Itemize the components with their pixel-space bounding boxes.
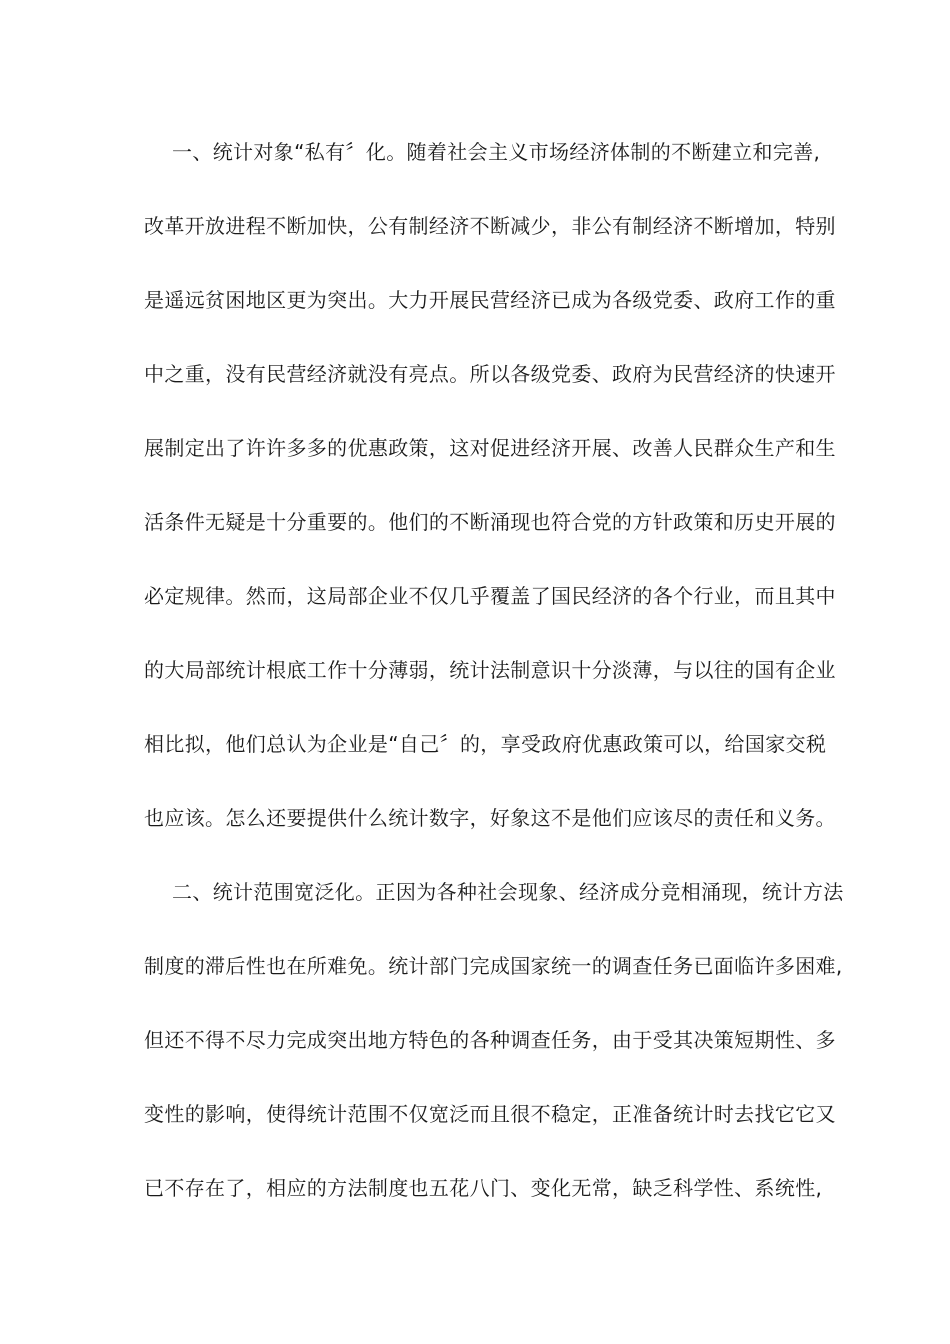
text-line: 变性的影响，使得统计范围不仅宽泛而且很不稳定，正准备统计时去找它它又: [144, 1102, 836, 1126]
paragraph-scope-broadening: [144, 870, 844, 1240]
text-line: 中之重，没有民营经济就没有亮点。所以各级党委、政府为民营经济的快速开: [144, 362, 836, 386]
text-line: 展制定出了许许多多的优惠政策，这对促进经济开展、改善人民群众生产和生: [144, 436, 836, 460]
document-body: [144, 130, 844, 1240]
text-line: 改革开放进程不断加快，公有制经济不断减少，非公有制经济不断增加，特别: [144, 214, 836, 238]
text-line: 制度的滞后性也在所难免。统计部门完成国家统一的调查任务已面临许多困难,: [144, 954, 843, 978]
text-line: 的大局部统计根底工作十分薄弱，统计法制意识十分淡薄，与以往的国有企业: [144, 658, 836, 682]
text-line: 相比拟，他们总认为企业是“自己〞的，享受政府优惠政策可以，给国家交税: [144, 732, 827, 756]
text-line: 但还不得不尽力完成突出地方特色的各种调查任务，由于受其决策短期性、多: [144, 1028, 836, 1052]
text-line: 是遥远贫困地区更为突出。大力开展民营经济已成为各级党委、政府工作的重: [144, 288, 836, 312]
text-line: 二、统计范围宽泛化。正因为各种社会现象、经济成分竞相涌现，统计方法: [172, 880, 844, 904]
text-line: 必定规律。然而，这局部企业不仅几乎覆盖了国民经济的各个行业，而且其中: [144, 584, 836, 608]
paragraph-private-ownership: [144, 130, 836, 870]
text-line: 已不存在了，相应的方法制度也五花八门、变化无常，缺乏科学性、系统性,: [144, 1176, 823, 1200]
text-line: 活条件无疑是十分重要的。他们的不断涌现也符合党的方针政策和历史开展的: [144, 510, 836, 534]
text-line: 也应该。怎么还要提供什么统计数字，好象这不是他们应该尽的责任和义务。: [144, 806, 836, 830]
text-line: 一、统计对象“私有〞化。随着社会主义市场经济体制的不断建立和完善,: [172, 140, 821, 164]
